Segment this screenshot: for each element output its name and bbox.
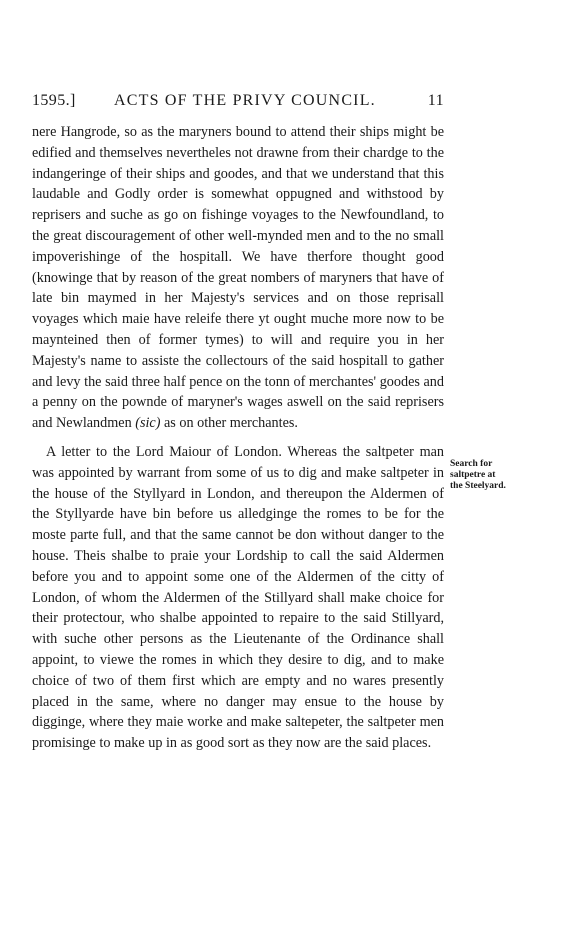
margin-note-line: Search for xyxy=(450,459,493,469)
paragraph-text: as on other merchantes. xyxy=(160,415,298,432)
running-head xyxy=(32,92,444,112)
page-number: 11 xyxy=(427,92,444,109)
paragraph-steelyard-letter: A letter to the Lord Maiour of London. Whereas the saltpeter man was appointed by warrant from some of us to dig and make saltpeter in the house of the Styllyard in London, and thereupon the Aldermen of the Styllyarde have bin before us alledginge the romes to be for the moste parte full, and that the same cannot be don without danger to the house. Theis shalbe to praie your Lordship to call the said Aldermen before you and to appoint some one of the Aldermen of the citty of London, of whom the Aldermen of the Stillyard shall make choice for their protectour, who shalbe appointed to repaire to the said Stillyard, with suche other persons as the Lieutenante of the Ordinance shall appoint, to viewe the romes in which they desire to dig, and to make choice of two of them first which are empty and no wares presently placed in the same, where no danger may ensue to the house by digginge, where they maie worke and make saltepeter, the saltpeter men promisinge to make up in as good sort as they now are the said places. xyxy=(32,443,444,752)
margin-note xyxy=(450,459,540,492)
paragraph-text: nere Hangrode, so as the maryners bound to attend their ships might be edified and themselves nevertheles not drawne from their chardge to the indangeringe of their ships and goodes, and that we understand that this laudable and Godly order is somewhat oppugned and withstood by reprisers and suche as go on fishinge voyages to the Newfoundland, to the great discouragement of other well-mynded men and to the no small impoverishinge of the hospitall. We have therfore thought good (knowinge that by reason of the great nombers of maryners that have of late bin maymed in her Majesty's services and on those reprisall voyages which maie have releife there yt ought muche more now to be maynteined then of former tymes) to will and require you in her Majesty's name to assiste the collectours of the said hospitall to gather and levy the said three half pence on the tonn of merchantes' goodes and a penny on the pownde of maryner's wages aswell on the said reprisers and Newlandmen xyxy=(32,124,444,432)
running-head-year: 1595.] xyxy=(32,92,76,109)
margin-note-line: the Steelyard. xyxy=(450,481,506,491)
body-text xyxy=(32,122,444,754)
sic-annotation: (sic) xyxy=(135,415,161,432)
running-head-title: ACTS OF THE PRIVY COUNCIL. xyxy=(114,92,376,109)
margin-note-line: saltpetre at xyxy=(450,470,496,480)
paragraph-hospital-levy xyxy=(32,122,444,434)
